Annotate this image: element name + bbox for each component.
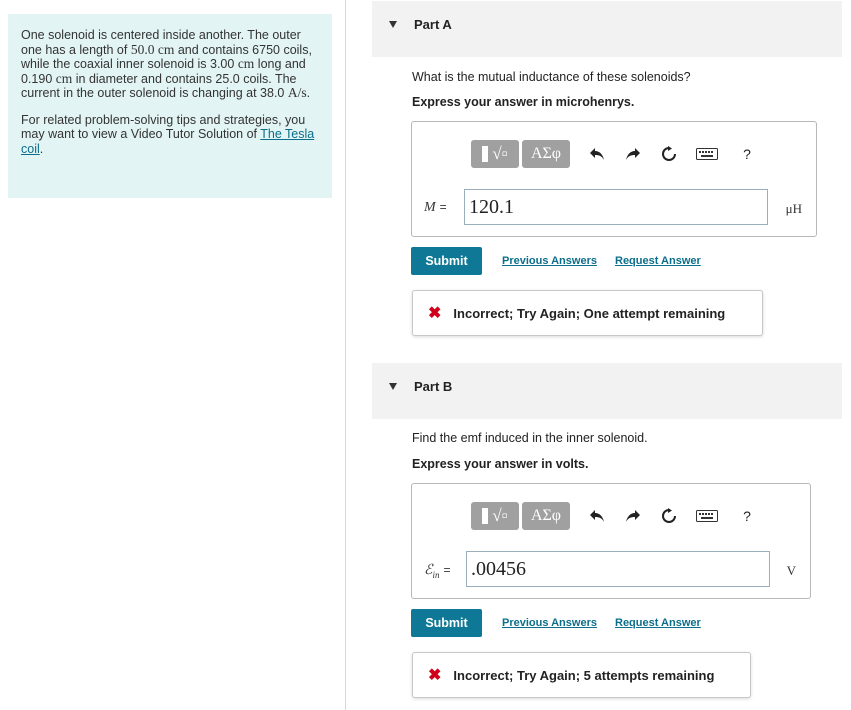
outer-length: 50.0 cm <box>130 41 175 57</box>
answer-unit: V <box>786 563 796 578</box>
request-answer-link[interactable]: Request Answer <box>615 255 701 267</box>
problem-text <box>21 28 318 101</box>
feedback-text: Incorrect; Try Again; 5 attempts remaining <box>453 667 715 683</box>
part-title: Part A <box>414 17 452 32</box>
feedback-message <box>412 290 763 336</box>
variable-subscript: in <box>432 569 440 580</box>
incorrect-icon: ✖ <box>428 667 442 684</box>
redo-icon[interactable] <box>624 145 642 163</box>
collapse-triangle-icon[interactable] <box>389 21 397 28</box>
rate-unit: A/s <box>287 85 307 100</box>
part-a-question: What is the mutual inductance of these solenoids? <box>412 70 691 84</box>
part-b-instruction: Express your answer in volts. <box>412 457 589 471</box>
part-a-header[interactable] <box>372 1 842 57</box>
reset-icon[interactable] <box>660 145 678 163</box>
problem-text-part: One solenoid is centered inside another. The outer one has a length of <box>21 28 301 57</box>
tesla-coil-link[interactable]: The Tesla coil <box>21 127 315 156</box>
part-title: Part B <box>414 379 453 394</box>
problem-text-part: . <box>306 86 311 100</box>
part-b-question: Find the emf induced in the inner solenoid. <box>412 431 648 445</box>
greek-symbols-button[interactable]: ΑΣφ <box>522 140 570 168</box>
redo-icon[interactable] <box>624 507 642 525</box>
column-divider <box>345 0 346 710</box>
template-button[interactable] <box>471 502 519 530</box>
keyboard-icon[interactable] <box>696 145 718 163</box>
part-b-answer-box <box>411 483 811 599</box>
equals-sign: = <box>439 200 447 214</box>
problem-text-part: and contains 6750 coils, while the coaxial inner solenoid is 3.00 <box>21 42 312 71</box>
feedback-text: Incorrect; Try Again; One attempt remaining <box>453 305 726 321</box>
undo-icon[interactable] <box>588 145 606 163</box>
collapse-triangle-icon[interactable] <box>389 383 397 390</box>
tips-text-part: For related problem-solving tips and strategies, you may want to view a Video Tutor Solution of <box>21 112 306 141</box>
help-icon[interactable]: ? <box>743 146 751 162</box>
math-toolbar <box>471 138 756 170</box>
incorrect-icon: ✖ <box>428 305 442 322</box>
tips-text <box>21 113 318 157</box>
template-icon <box>482 508 488 524</box>
previous-answers-link[interactable]: Previous Answers <box>502 255 597 267</box>
part-b-header[interactable] <box>372 363 842 419</box>
keyboard-icon[interactable] <box>696 507 718 525</box>
part-a-instruction: Express your answer in microhenrys. <box>412 95 635 109</box>
problem-statement <box>8 14 332 198</box>
math-toolbar <box>471 500 756 532</box>
radical-icon: √▫ <box>492 144 508 163</box>
variable-label <box>424 562 451 580</box>
feedback-message <box>412 652 751 698</box>
tips-text-part: . <box>39 141 44 156</box>
radical-icon: √▫ <box>492 506 508 525</box>
unit-cm: cm <box>55 70 73 86</box>
answer-input[interactable]: 120.1 <box>464 189 768 225</box>
submit-button[interactable]: Submit <box>411 247 482 275</box>
template-button[interactable] <box>471 140 519 168</box>
template-icon <box>482 146 488 162</box>
reset-icon[interactable] <box>660 507 678 525</box>
variable-label <box>424 200 447 218</box>
problem-text-part: long and 0.190 <box>21 57 306 86</box>
request-answer-link[interactable]: Request Answer <box>615 617 701 629</box>
variable-symbol: ℰ <box>424 563 433 578</box>
submit-button[interactable]: Submit <box>411 609 482 637</box>
answer-input[interactable]: .00456 <box>466 551 770 587</box>
previous-answers-link[interactable]: Previous Answers <box>502 617 597 629</box>
problem-text-part: in diameter and contains 25.0 coils. The current in the outer solenoid is changing at 38.0 <box>21 71 297 100</box>
undo-icon[interactable] <box>588 507 606 525</box>
greek-symbols-button[interactable]: ΑΣφ <box>522 502 570 530</box>
variable-symbol: M <box>424 200 436 215</box>
part-a-answer-box <box>411 121 817 237</box>
unit-cm: cm <box>237 56 255 71</box>
help-icon[interactable]: ? <box>743 508 751 524</box>
answer-unit: μH <box>785 201 802 216</box>
equals-sign: = <box>443 563 451 577</box>
